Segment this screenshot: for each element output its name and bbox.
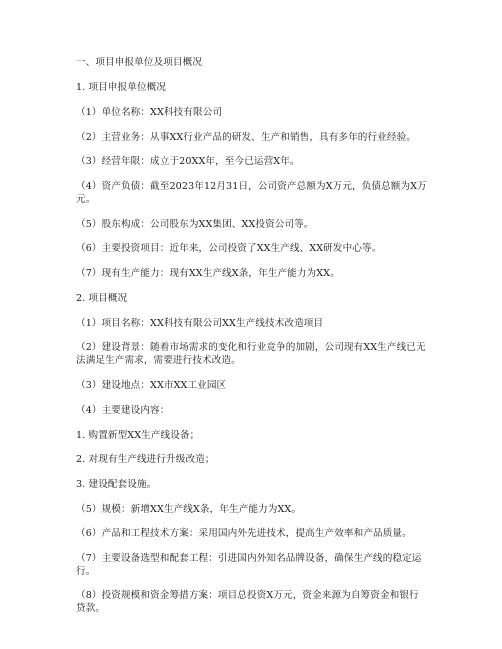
subsection-heading: 2. 项目概况	[76, 293, 128, 304]
paragraph: （6）主要投资项目：近年来，公司投资了XX生产线、XX研发中心等。	[76, 243, 382, 254]
paragraph: （7）主要设备选型和配套工程：引进国内外知名品牌设备，确保生产线的稳定运行。	[76, 553, 422, 577]
paragraph: （6）产品和工程技术方案：采用国内外先进技术，提高生产效率和产品质量。	[76, 528, 412, 539]
list-item: 2. 对现有生产线进行升级改造；	[76, 454, 215, 465]
paragraph: （5）规模：新增XX生产线X条，年生产能力为XX。	[76, 504, 302, 515]
paragraph: （1）单位名称：XX科技有限公司	[76, 107, 223, 118]
list-item: 1. 购置新型XX生产线设备；	[76, 430, 200, 441]
paragraph: （3）经营年限：成立于20XX年，至今已运营X年。	[76, 156, 300, 167]
subsection-heading: 1. 项目申报单位概况	[76, 82, 167, 93]
paragraph: （4）资产负债：截至2023年12月31日，公司资产总额为X万元，负债总额为X万元。	[76, 181, 427, 205]
section-heading: 一、项目申报单位及项目概况	[76, 57, 203, 68]
paragraph: （3）建设地点：XX市XX工业园区	[76, 380, 227, 391]
list-item: 3. 建设配套设施。	[76, 479, 157, 490]
paragraph: （5）股东构成：公司股东为XX集团、XX投资公司等。	[76, 219, 314, 230]
paragraph: （4）主要建设内容：	[76, 405, 170, 416]
paragraph: （1）项目名称：XX科技有限公司XX生产线技术改造项目	[76, 318, 324, 329]
paragraph: （7）现有生产能力：现有XX生产线X条，年生产能力为XX。	[76, 268, 340, 279]
paragraph: （8）投资规模和资金筹措方案：项目总投资X万元，资金来源为自筹资金和银行贷款。	[76, 590, 419, 614]
paragraph: （2）建设背景：随着市场需求的变化和行业竞争的加剧，公司现有XX生产线已无法满足生产需求，需要进行技术改造。	[76, 342, 426, 366]
paragraph: （2）主营业务：从事XX行业产品的研发、生产和销售，具有多年的行业经验。	[76, 132, 416, 143]
